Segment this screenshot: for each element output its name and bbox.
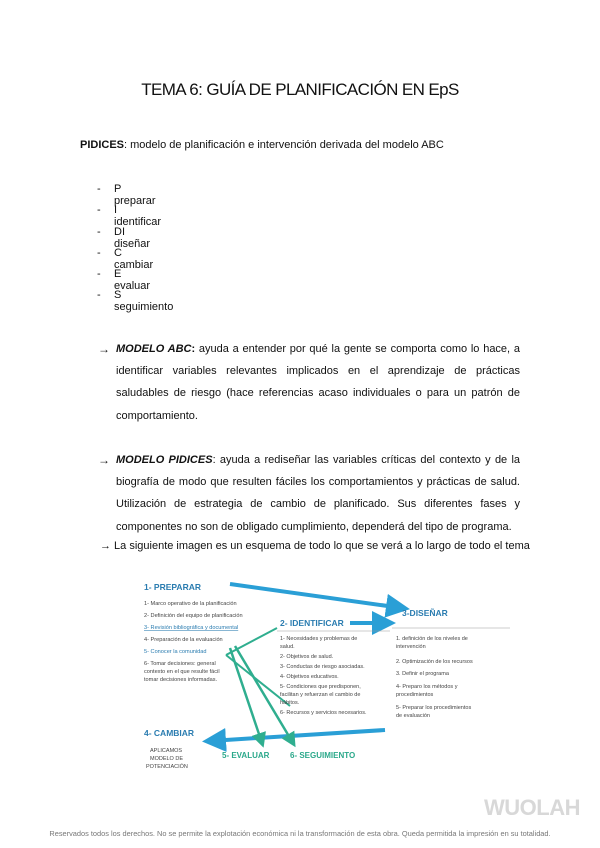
footer-rights: Reservados todos los derechos. No se permite la explotación económica ni la transformación de esta obra. Queda permitida la impresión en su totalidad.: [49, 829, 551, 838]
identificar-item: facilitan y refuerzan el cambio de: [280, 692, 361, 698]
identificar-item: 6- Recursos y servicios necesarios.: [280, 710, 367, 716]
colon: :: [191, 343, 196, 355]
identificar-item: 3- Conductas de riesgo asociadas.: [280, 664, 365, 670]
arrow-preparar-disenar: [230, 584, 402, 608]
list-dash: -: [97, 289, 101, 302]
list-item-text: C cambiar: [114, 246, 154, 271]
disenar-title: 3-DISEÑAR: [402, 608, 448, 618]
watermark-logo: WUOLAH: [484, 795, 580, 820]
arrow-to-cambiar: [210, 730, 385, 741]
cambiar-item: POTENCIACIÓN: [146, 764, 188, 770]
modelo-pidices-paragraph: [98, 449, 521, 538]
preparar-item: tomar decisiones informadas.: [144, 677, 218, 683]
list-item-text: DI diseñar: [114, 225, 151, 250]
preparar-item: 4- Preparación de la evaluación: [144, 637, 223, 643]
arrow-icon: →: [98, 453, 110, 467]
modelo-abc-body: ayuda a entender por qué la gente se comporta como lo hace, a identificar variables relevantes implicados en el aprendizaje de prácticas saludables de riesgo (hace referencias acaso individuales o para un patrón de comportamiento.: [116, 343, 520, 422]
arrow-evaluar-identificar: [226, 628, 277, 655]
intro-term: PIDICES: [80, 139, 125, 151]
list-item-text: S seguimiento: [114, 289, 174, 314]
list-item-text: P preparar: [114, 183, 156, 207]
identificar-title: 2- IDENTIFICAR: [280, 618, 344, 628]
list-dash: -: [97, 225, 101, 238]
list-dash: -: [97, 268, 101, 281]
page-title: TEMA 6: GUÍA DE PLANIFICACIÓN EN EpS: [141, 80, 459, 99]
identificar-item: 2- Objetivos de salud.: [280, 654, 334, 660]
preparar-title: 1- PREPARAR: [144, 582, 201, 592]
arrow-icon: →: [98, 342, 110, 356]
list-item-text: E evaluar: [114, 268, 151, 293]
list-dash: -: [97, 204, 101, 217]
modelo-pidices-term: MODELO PIDICES: [116, 454, 213, 466]
cambiar-title: 4- CAMBIAR: [144, 728, 195, 738]
preparar-item: 3- Revisión bibliográfica y documental: [144, 625, 239, 631]
preparar-item: contexto en el que resulte fácil: [144, 669, 220, 675]
disenar-item: procedimientos: [396, 692, 434, 698]
disenar-item: 1. definición de los niveles de: [396, 636, 468, 642]
identificar-item: salud.: [280, 644, 295, 650]
arrow-evaluar-seguimiento: [226, 655, 290, 706]
modelo-abc-term: MODELO ABC: [116, 343, 192, 355]
identificar-item: 1- Necesidades y problemas de: [280, 636, 358, 642]
disenar-item: 3. Definir el programa: [396, 671, 449, 677]
seguimiento-title: 6- SEGUIMIENTO: [290, 751, 356, 760]
disenar-item: 2. Optimización de los recursos: [396, 659, 473, 665]
list-dash: -: [97, 183, 101, 195]
preparar-item: 2- Definición del equipo de planificación: [144, 613, 243, 619]
image-intro-line: → La siguiente imagen es un esquema de todo lo que se verá a lo largo de todo el tema: [100, 540, 530, 552]
intro-paragraph: [80, 139, 444, 151]
list-item-text: I identificar: [114, 204, 162, 229]
intro-rest: : modelo de planificación e intervención derivada del modelo ABC: [124, 139, 444, 151]
identificar-item: 5- Condiciones que predisponen,: [280, 684, 361, 690]
list-dash: -: [97, 246, 101, 259]
modelo-pidices-body: ayuda a rediseñar las variables críticas del contexto y de la biografía de modo que resulten fáciles los comportamientos y prácticas de salud. Utilización de estrategia de cambio de planificado. Sus diferentes fases y componentes no son de obligado cumplimiento, dependerá del tipo de programa.: [116, 454, 521, 533]
disenar-item: intervención: [396, 644, 426, 650]
disenar-item: 4- Preparo los métodos y: [396, 684, 458, 690]
identificar-item: hábitos.: [280, 700, 300, 706]
evaluar-title: 5- EVALUAR: [222, 751, 270, 760]
preparar-item: 6- Tomar decisiones: general: [144, 661, 216, 667]
disenar-item: 5- Preparar los procedimientos: [396, 705, 472, 711]
preparar-item: 5- Conocer la comunidad: [144, 649, 207, 655]
disenar-item: de evaluación: [396, 713, 430, 719]
identificar-item: 4- Objetivos educativos.: [280, 674, 339, 680]
modelo-abc-paragraph: [98, 338, 520, 427]
cambiar-item: MODELO DE: [150, 756, 184, 762]
preparar-item: 1- Marco operativo de la planificación: [144, 601, 237, 607]
cambiar-item: APLICAMOS: [150, 748, 183, 754]
colon: :: [212, 454, 216, 466]
pidices-diagram: [140, 578, 550, 778]
